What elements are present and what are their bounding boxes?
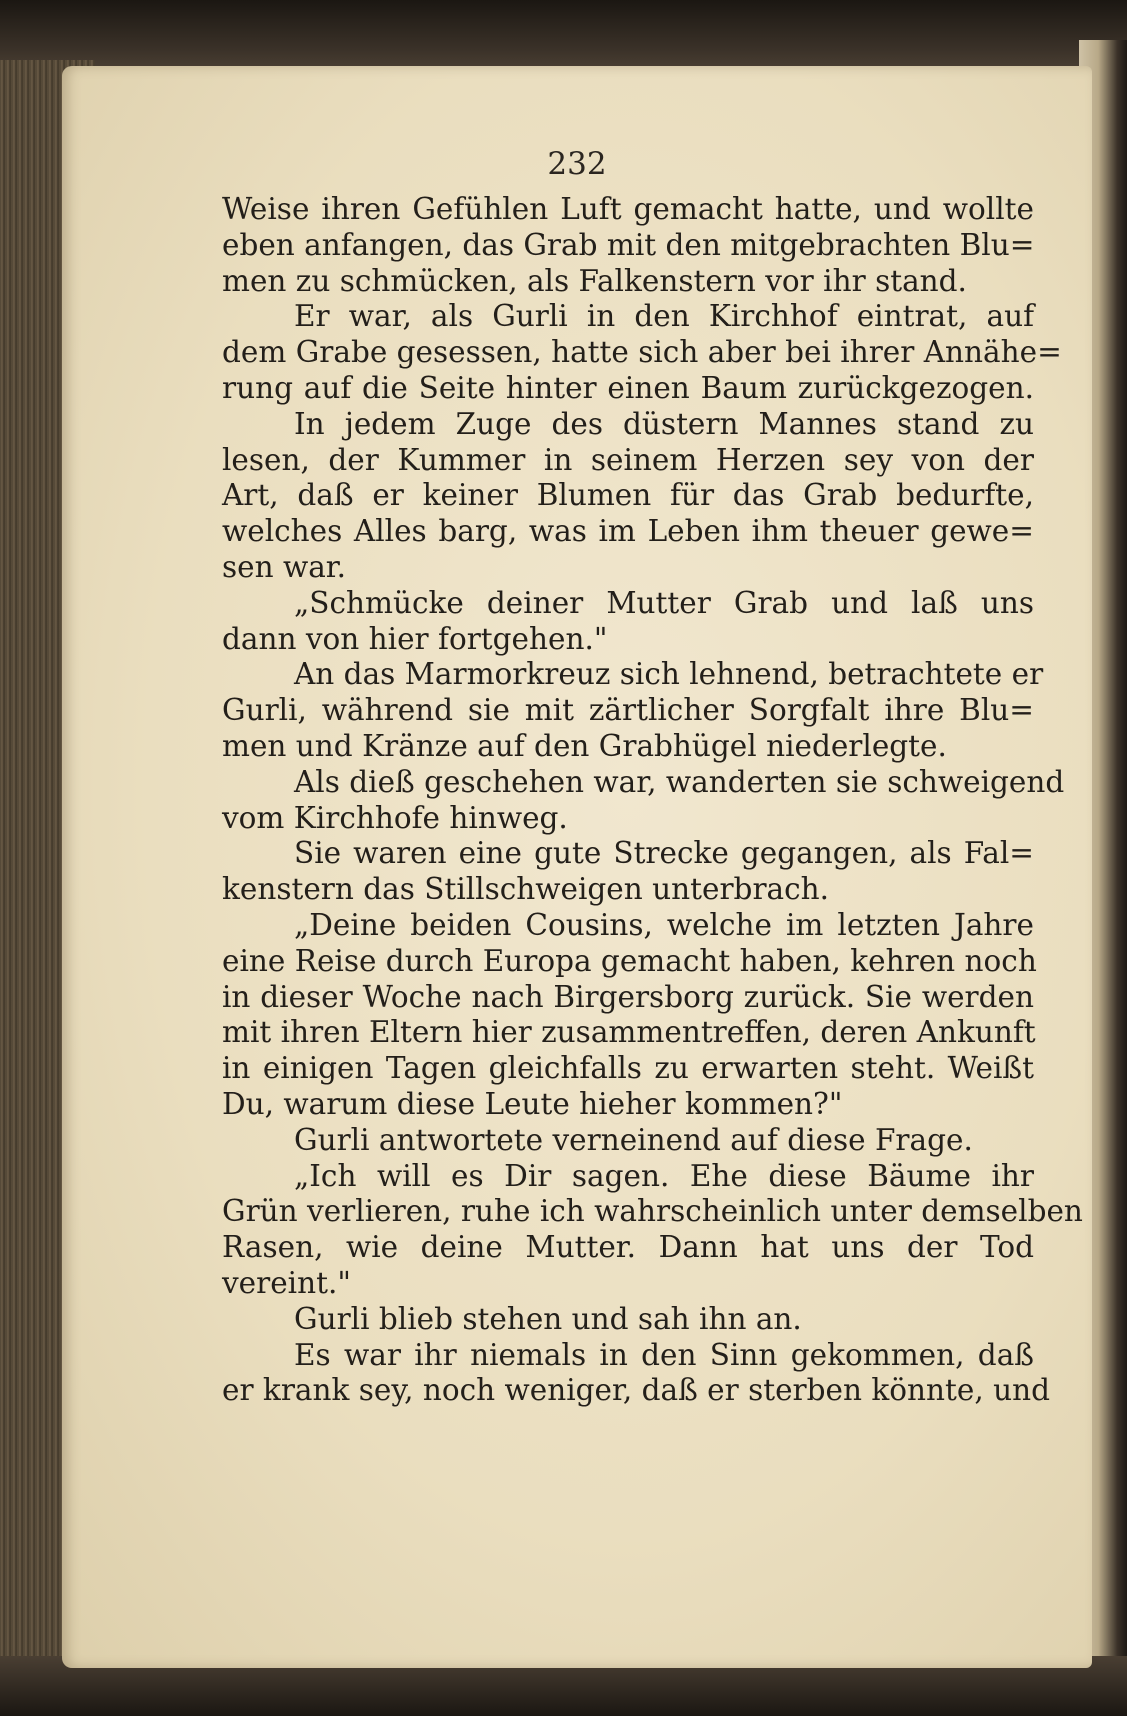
text-line: „Deine beiden Cousins, welche im letzten Jahre <box>294 907 1034 942</box>
text-line: rung auf die Seite hinter einen Baum zurückgezogen. <box>222 370 1034 405</box>
text-line: eben anfangen, das Grab mit den mitgebrachten Blu= <box>222 227 1035 262</box>
text-line: Gurli blieb stehen und sah ihn an. <box>294 1301 802 1336</box>
text-line: dem Grabe gesessen, hatte sich aber bei ihrer Annähe= <box>222 335 1062 370</box>
text-line: Grün verlieren, ruhe ich wahrscheinlich unter demselben <box>222 1194 1083 1229</box>
text-line: „Schmücke deiner Mutter Grab und laß uns <box>294 585 1034 620</box>
text-line: Sie waren eine gute Strecke gegangen, als Fal= <box>294 836 1034 871</box>
text-line: Es war ihr niemals in den Sinn gekommen, daß <box>294 1337 1034 1372</box>
text-line: in dieser Woche nach Birgersborg zurück. Sie werden <box>222 979 1034 1014</box>
text-line: Gurli antwortete verneinend auf diese Frage. <box>294 1122 973 1157</box>
text-line: Er war, als Gurli in den Kirchhof eintrat, auf <box>294 299 1034 334</box>
text-line: mit ihren Eltern hier zusammentreffen, deren Ankunft <box>222 1015 1036 1050</box>
text-line: dann von hier fortgehen." <box>222 621 608 656</box>
text-line: Als dieß geschehen war, wanderten sie schweigend <box>294 764 1065 799</box>
text-line: Du, warum diese Leute hieher kommen?" <box>222 1086 843 1121</box>
text-line: lesen, der Kummer in seinem Herzen sey von der <box>222 442 1034 477</box>
text-line: vereint." <box>222 1265 351 1300</box>
text-line: kenstern das Stillschweigen unterbrach. <box>222 872 830 907</box>
text-line: men und Kränze auf den Grabhügel niederlegte. <box>222 728 947 763</box>
page-number: 232 <box>547 146 607 182</box>
text-line: er krank sey, noch weniger, daß er sterben könnte, und <box>222 1373 1050 1408</box>
text-line: Rasen, wie deine Mutter. Dann hat uns der Tod <box>222 1230 1034 1265</box>
text-line: eine Reise durch Europa gemacht haben, kehren noch <box>222 943 1037 978</box>
text-line: „Ich will es Dir sagen. Ehe diese Bäume ihr <box>294 1158 1034 1193</box>
text-line: sen war. <box>222 549 347 584</box>
text-line: An das Marmorkreuz sich lehnend, betrachtete er <box>294 657 1044 692</box>
text-line: Weise ihren Gefühlen Luft gemacht hatte, und wollte <box>222 192 1034 226</box>
text-line: in einigen Tagen gleichfalls zu erwarten steht. Weißt <box>222 1051 1034 1086</box>
text-line: In jedem Zuge des düstern Mannes stand zu <box>294 406 1034 441</box>
text-line: Art, daß er keiner Blumen für das Grab bedurfte, <box>222 478 1034 513</box>
text-line: Gurli, während sie mit zärtlicher Sorgfalt ihre Blu= <box>222 693 1034 728</box>
book-page <box>62 66 1092 1668</box>
body-text <box>222 192 1083 1409</box>
text-line: vom Kirchhofe hinweg. <box>222 800 568 835</box>
text-line: welches Alles barg, was im Leben ihm theuer gewe= <box>222 514 1034 549</box>
book-top-shadow <box>0 0 1127 70</box>
text-line: men zu schmücken, als Falkenstern vor ihr stand. <box>222 263 967 298</box>
